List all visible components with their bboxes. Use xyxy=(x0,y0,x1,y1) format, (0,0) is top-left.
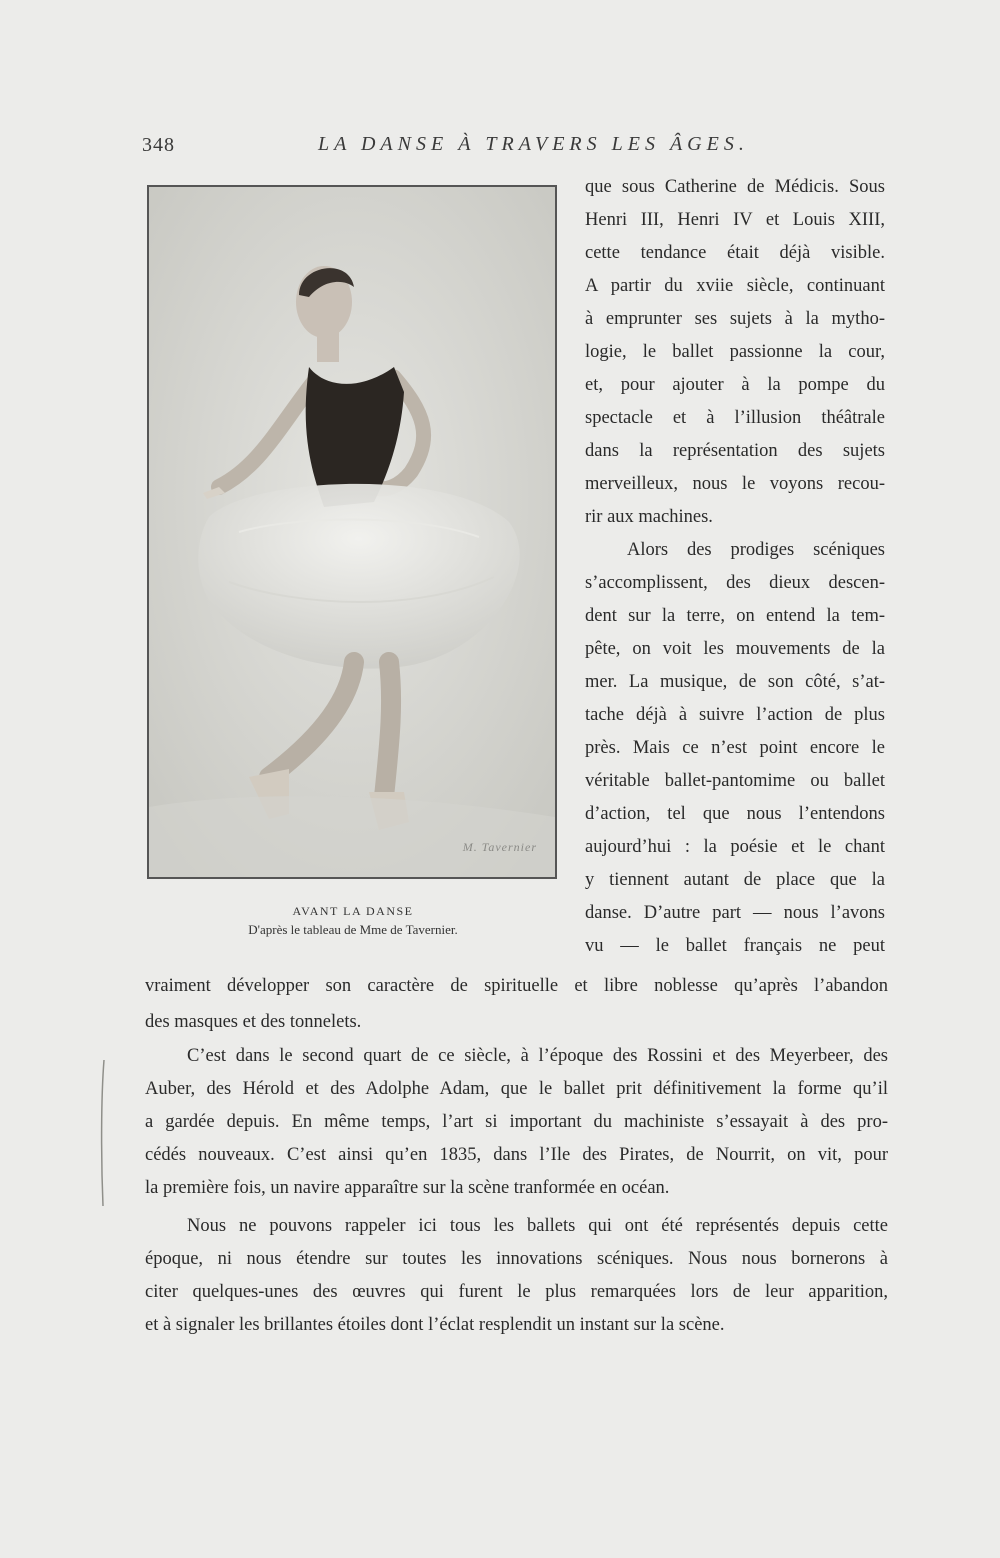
text-line: que sous Catherine de Médicis. Sous xyxy=(585,177,885,197)
text-line: près. Mais ce n’est point encore le xyxy=(585,738,885,758)
text-line: époque, ni nous étendre sur toutes les innovations scéniques. Nous nous bornerons à xyxy=(145,1249,888,1269)
text-line: dans la représentation des sujets xyxy=(585,441,885,461)
text-line: rir aux machines. xyxy=(585,507,713,527)
text-line: vu — le ballet français ne peut xyxy=(585,936,885,956)
running-title: LA DANSE À TRAVERS LES ÂGES. xyxy=(318,133,749,155)
text-line: merveilleux, nous le voyons recou- xyxy=(585,474,885,494)
text-line: d’action, tel que nous l’entendons xyxy=(585,804,885,824)
page-number: 348 xyxy=(142,134,175,156)
text-line: et, pour ajouter à la pompe du xyxy=(585,375,885,395)
text-line: y tiennent autant de place que la xyxy=(585,870,885,890)
ballerina-plate xyxy=(147,185,557,879)
text-line: citer quelques-unes des œuvres qui furent le plus remarquées lors de leur apparition, xyxy=(145,1282,888,1302)
text-line: et à signaler les brillantes étoiles dont l’éclat resplendit un instant sur la scène. xyxy=(145,1315,725,1335)
painter-signature: M. Tavernier xyxy=(462,840,537,854)
text-line: cette tendance était déjà visible. xyxy=(585,243,885,263)
text-line: Alors des prodiges scéniques xyxy=(627,540,885,560)
text-line: C’est dans le second quart de ce siècle, à l’époque des Rossini et des Meyerbeer, des xyxy=(187,1046,888,1066)
plate-caption-credit: D'après le tableau de Mme de Tavernier. xyxy=(248,922,458,937)
text-line: des masques et des tonnelets. xyxy=(145,1012,362,1032)
text-line: mer. La musique, de son côté, s’at- xyxy=(585,672,885,692)
text-line: Nous ne pouvons rappeler ici tous les ballets qui ont été représentés depuis cette xyxy=(187,1216,888,1236)
text-line: logie, le ballet passionne la cour, xyxy=(585,342,885,362)
pencil-margin-mark xyxy=(98,1058,106,1208)
plate-caption-title: AVANT LA DANSE xyxy=(292,904,414,918)
text-line: pête, on voit les mouvements de la xyxy=(585,639,885,659)
text-line: a gardée depuis. En même temps, l’art si important du machiniste s’essayait à des pro- xyxy=(145,1112,888,1132)
text-line: dent sur la terre, on entend la tem- xyxy=(585,606,885,626)
text-line: la première fois, un navire apparaître sur la scène tranformée en océan. xyxy=(145,1178,670,1198)
text-line: véritable ballet-pantomime ou ballet xyxy=(585,771,885,791)
text-line: Henri III, Henri IV et Louis XIII, xyxy=(585,210,885,230)
text-line: cédés nouveaux. C’est ainsi qu’en 1835, dans l’Ile des Pirates, de Nourrit, on vit, pour xyxy=(145,1145,888,1165)
text-line: A partir du xviie siècle, continuant xyxy=(585,276,885,296)
text-line: Auber, des Hérold et des Adolphe Adam, que le ballet prit définitivement la forme qu’il xyxy=(145,1079,888,1099)
text-line: vraiment développer son caractère de spirituelle et libre noblesse qu’après l’abandon xyxy=(145,976,888,996)
text-line: tache déjà à suivre l’action de plus xyxy=(585,705,885,725)
text-line: aujourd’hui : la poésie et le chant xyxy=(585,837,885,857)
text-line: à emprunter ses sujets à la mytho- xyxy=(585,309,885,329)
ballerina-illustration xyxy=(149,187,555,877)
text-line: s’accomplissent, des dieux descen- xyxy=(585,573,885,593)
text-line: danse. D’autre part — nous l’avons xyxy=(585,903,885,923)
text-line: spectacle et à l’illusion théâtrale xyxy=(585,408,885,428)
